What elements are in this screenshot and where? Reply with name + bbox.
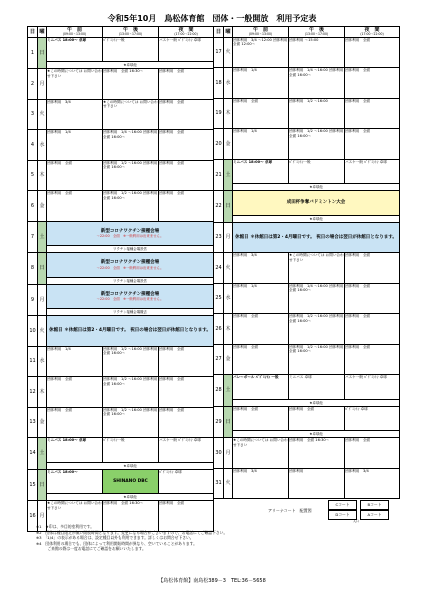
- slot-morning: 団体利用 全面: [47, 407, 103, 438]
- slot-afternoon: ﾊﾞﾄﾞﾐﾝﾄﾝ一般: [289, 159, 345, 184]
- slot-morning: 団体利用 1/4: [47, 346, 103, 377]
- weekday: 火: [224, 468, 233, 499]
- sub-room-note: ★卓球他: [47, 494, 214, 501]
- table-row: [214, 98, 400, 129]
- slot-morning: 団体利用 1/4: [233, 283, 289, 314]
- slot-evening: 団体利用 全面: [159, 346, 214, 377]
- day-number: 7: [28, 221, 38, 253]
- slot-afternoon: 団体利用 1/2 ～16:00 団体利用 全面 16:00～: [103, 407, 159, 438]
- day-number: 22: [214, 191, 224, 223]
- weekday: 金: [38, 407, 47, 438]
- table-row: [214, 375, 400, 400]
- col-afternoon: 午 後 (13:00～17:00): [103, 27, 159, 38]
- slot-evening: 団体利用 3/4: [345, 468, 400, 499]
- table-subrow: [214, 184, 400, 191]
- weekday: 木: [38, 160, 47, 191]
- table-row: [214, 191, 400, 216]
- table-subrow: [214, 399, 400, 406]
- weekday: 水: [224, 68, 233, 99]
- court-c: Cコート: [328, 500, 357, 510]
- slot-evening: 団体利用 全面: [159, 501, 214, 532]
- table-row: [28, 221, 214, 246]
- slot-evening: バスケ一般 ﾊﾞﾄﾞﾐﾝﾄﾝ 卓球: [159, 37, 214, 62]
- weekday: 日: [38, 37, 47, 69]
- day-number: 30: [214, 438, 224, 469]
- table-row: [214, 314, 400, 345]
- day-number: 29: [214, 406, 224, 438]
- slot-morning: 団体利用 全面: [233, 98, 289, 129]
- slot-morning: 団体利用 1/4: [47, 130, 103, 161]
- col-morning: 午 前 (09:00～13:00): [47, 27, 103, 38]
- slot-morning: 団体利用 全面: [233, 314, 289, 345]
- col-day: 日: [214, 27, 224, 38]
- weekday: 火: [38, 99, 47, 130]
- day-number: 16: [28, 501, 38, 532]
- weekday: 日: [38, 253, 47, 285]
- weekday: 月: [224, 438, 233, 469]
- all-day-event: 新型コロナワクチン接種会場 ～22:00 全面 ※一般利用は出来ません。: [47, 284, 214, 309]
- slot-afternoon: 団体利用 1/2 ～16:00: [289, 98, 345, 129]
- slot-morning: 団体利用 全面: [47, 191, 103, 222]
- table-row: [28, 316, 214, 347]
- weekday: 月: [224, 222, 233, 253]
- slot-morning: 団体利用 全面: [47, 377, 103, 408]
- day-number: 18: [214, 68, 224, 99]
- slot-morning: ★この時間については お問い合わせ下さい: [47, 69, 103, 100]
- col-weekday: 曜: [224, 27, 233, 38]
- col-morning: 午 前 (09:00～13:00): [233, 27, 289, 38]
- slot-evening: 団体利用 全面: [159, 377, 214, 408]
- table-row: [28, 191, 214, 222]
- table-row: [28, 438, 214, 463]
- slot-evening: ﾊﾞﾄﾞﾐﾝﾄﾝ 卓球: [345, 406, 400, 431]
- weekday: 土: [224, 375, 233, 407]
- table-row: [28, 99, 214, 130]
- day-number: 23: [214, 222, 224, 253]
- table-subrow: [214, 215, 400, 222]
- slot-afternoon: ﾊﾞﾄﾞﾐﾝﾄﾝ一般: [103, 37, 159, 62]
- weekday: 日: [224, 406, 233, 438]
- col-day: 日: [28, 27, 38, 38]
- slot-afternoon: 団体利用 1/2 ～16:00 団体利用 全面 16:00～: [289, 344, 345, 375]
- weekday: 土: [38, 221, 47, 253]
- slot-morning: 団体利用 全面: [233, 344, 289, 375]
- slot-morning: 団体利用 1/4: [233, 129, 289, 160]
- day-number: 27: [214, 344, 224, 375]
- court-a: Aコート: [360, 510, 389, 520]
- table-row: [214, 406, 400, 431]
- table-row: [214, 253, 400, 284]
- sub-room-note: ワクチン接種会場設営: [47, 277, 214, 284]
- slot-evening: 団体利用 全面: [345, 344, 400, 375]
- sub-room-note: ワクチン接種会場撤去: [47, 309, 214, 316]
- table-subrow: [28, 246, 214, 253]
- weekday: 土: [38, 438, 47, 470]
- day-number: 9: [28, 284, 38, 316]
- slot-evening: ﾊﾞﾄﾞﾐﾝﾄﾝ 卓球: [159, 469, 214, 494]
- schedule-table-right: [213, 26, 400, 499]
- day-number: 20: [214, 129, 224, 160]
- weekday: 水: [224, 283, 233, 314]
- day-number: 5: [28, 160, 38, 191]
- weekday: 水: [38, 346, 47, 377]
- table-subrow: [28, 309, 214, 316]
- day-number: 6: [28, 191, 38, 222]
- sub-room-note: ★卓球他: [47, 62, 214, 69]
- slot-morning: ★この時間については お問い合わせ下さい: [47, 501, 103, 532]
- page-title: 令和5年10月 鳥松体育館 団体・一般開放 利用予定表: [107, 14, 317, 23]
- slot-morning: ★この時間については お問い合わせ下さい: [233, 438, 289, 469]
- note-line: ※2 団体は種目限定が無い開放時間となります。変更になる場合がございますので、お電話にてご確認下さい。: [36, 529, 228, 535]
- day-number: 25: [214, 283, 224, 314]
- day-number: 26: [214, 314, 224, 345]
- weekday: 日: [38, 469, 47, 501]
- weekday: 木: [224, 314, 233, 345]
- table-row: [214, 37, 400, 68]
- slot-evening: 団体利用 全面: [345, 68, 400, 99]
- slot-morning: 団体利用 全面: [47, 160, 103, 191]
- table-row: [28, 69, 214, 100]
- slot-evening: 団体利用 全面: [345, 129, 400, 160]
- slot-evening: 団体利用 全面: [345, 37, 400, 68]
- note-line: ※1 ★印は、多目的室利用です。: [36, 524, 95, 529]
- slot-evening: 団体利用 全面: [159, 69, 214, 100]
- day-number: 31: [214, 468, 224, 499]
- court-layout: [212, 498, 402, 524]
- all-day-event: 新型コロナワクチン接種会場 ～22:00 全面 ※一般利用は出来ません。: [47, 253, 214, 278]
- day-number: 19: [214, 98, 224, 129]
- day-number: 14: [28, 438, 38, 470]
- table-subrow: [28, 462, 214, 469]
- weekday: 月: [38, 284, 47, 316]
- table-row: [214, 344, 400, 375]
- court-b: Bコート: [360, 500, 389, 510]
- slot-afternoon: 団体利用 1/2 ～16:00 団体利用 全面 16:00～: [103, 191, 159, 222]
- all-day-event: 新型コロナワクチン接種会場 ～22:00 全面 ※一般利用は出来ません。: [47, 221, 214, 246]
- slot-afternoon: 団体利用 全面 16:30～: [289, 438, 345, 469]
- slot-afternoon: 団体利用 1/2 ～16:00 団体利用 全面 16:00～: [103, 160, 159, 191]
- table-row: [28, 469, 214, 494]
- slot-afternoon: ★この時間については お問い合わせ下さい: [289, 253, 345, 284]
- day-number: 2: [28, 69, 38, 100]
- slot-morning: 団体利用 3/4: [47, 99, 103, 130]
- slot-afternoon: 団体利用 1/2 ～16:00 団体利用 全面 16:00～: [289, 314, 345, 345]
- day-number: 12: [28, 377, 38, 408]
- sub-room-note: ★卓球他: [233, 215, 400, 222]
- day-number: 21: [214, 159, 224, 191]
- slot-evening: 団体利用 全面: [345, 283, 400, 314]
- day-number: 28: [214, 375, 224, 407]
- slot-afternoon: 団体利用 1/4 ～16:00 団体利用 全面 16:00～: [103, 130, 159, 161]
- slot-evening: 団体利用 全面: [159, 160, 214, 191]
- slot-afternoon: 団体利用 1/4 ～16:00 団体利用 全面 16:00～: [289, 68, 345, 99]
- col-afternoon: 午 後 (13:00～17:00): [289, 27, 345, 38]
- table-row: [214, 68, 400, 99]
- day-number: 3: [28, 99, 38, 130]
- sub-room-note: ★卓球他: [233, 184, 400, 191]
- table-row: [28, 253, 214, 278]
- sub-room-note: ★卓球他: [233, 431, 400, 438]
- table-row: [28, 284, 214, 309]
- weekday: 金: [224, 129, 233, 160]
- slot-evening: 団体利用 全面: [345, 314, 400, 345]
- day-number: 4: [28, 130, 38, 161]
- table-row: [28, 377, 214, 408]
- court-label: アリーナコート 配置図: [268, 508, 312, 513]
- table-subrow: [28, 62, 214, 69]
- slot-evening: バスケ一般 ﾊﾞﾄﾞﾐﾝﾄﾝ 卓球: [345, 375, 400, 400]
- day-number: 24: [214, 253, 224, 284]
- weekday: 火: [38, 316, 47, 347]
- slot-afternoon: 団体利用 ～15:00: [289, 37, 345, 68]
- slot-evening: 団体利用 全面: [159, 130, 214, 161]
- slot-afternoon: 団体利用: [289, 468, 345, 499]
- weekday: 月: [38, 69, 47, 100]
- weekday: 木: [38, 377, 47, 408]
- col-weekday: 曜: [38, 27, 47, 38]
- slot-morning: 団体利用 1/4: [233, 68, 289, 99]
- weekday: 木: [224, 98, 233, 129]
- day-number: 17: [214, 37, 224, 68]
- slot-afternoon: 団体利用 全面: [289, 406, 345, 431]
- note-line: ※3 「1/4」の表示がある場合は、設定種目以外も利用できます。詳しくはお問合せ下さい。: [36, 535, 194, 540]
- table-row: [214, 283, 400, 314]
- col-evening: 夜 間 (17:00～22:00): [345, 27, 400, 38]
- day-number: 11: [28, 346, 38, 377]
- slot-afternoon: ★この時間については お問い合わせ下さい: [103, 99, 159, 130]
- weekday: 火: [224, 253, 233, 284]
- slot-morning: ミニバス 18:00～ 卓球: [47, 438, 103, 463]
- notes: [36, 524, 406, 552]
- weekday: 火: [224, 37, 233, 68]
- slot-evening: 団体利用 全面: [345, 438, 400, 469]
- table-row: [28, 130, 214, 161]
- day-number: 13: [28, 407, 38, 438]
- slot-evening: 団体利用 全面: [159, 191, 214, 222]
- day-number: 8: [28, 253, 38, 285]
- slot-evening: 団体利用 全面: [345, 98, 400, 129]
- slot-afternoon: 団体利用 1/2 ～16:00 団体利用 全面 16:00～: [289, 129, 345, 160]
- table-row: [28, 346, 214, 377]
- day-number: 15: [28, 469, 38, 501]
- day-number: 10: [28, 316, 38, 347]
- schedule-table-left: [27, 26, 214, 532]
- slot-morning: バレーボール ﾊﾞﾄﾞﾐﾝﾄﾝ 一般: [233, 375, 289, 400]
- slot-afternoon: 団体利用 1/2 ～16:00 団体利用 全面 16:00～: [103, 377, 159, 408]
- court-entrance: 入口: [353, 519, 360, 523]
- slot-afternoon: ﾊﾞﾄﾞﾐﾝﾄﾝ一般: [103, 438, 159, 463]
- sub-room-note: ★卓球他: [47, 462, 214, 469]
- weekday: 月: [38, 501, 47, 532]
- slot-evening: バスケ一般 ﾊﾞﾄﾞﾐﾝﾄﾝ 卓球: [159, 438, 214, 463]
- table-row: [214, 468, 400, 499]
- table-subrow: [214, 431, 400, 438]
- footer-address: 【鳥松体育館】南鳥松389－3 TEL:36－5658: [158, 578, 266, 584]
- table-subrow: [28, 277, 214, 284]
- weekday: 金: [224, 344, 233, 375]
- table-row: [214, 159, 400, 184]
- table-row: [28, 407, 214, 438]
- col-evening: 夜 間 (17:00～22:00): [159, 27, 214, 38]
- slot-morning: 団体利用 3/4: [233, 253, 289, 284]
- weekday: 土: [224, 159, 233, 191]
- court-d: Dコート: [328, 510, 357, 520]
- slot-afternoon: 団体利用 1/4 ～16:00 団体利用 全面 16:00～: [289, 283, 345, 314]
- weekday: 金: [38, 191, 47, 222]
- slot-afternoon: 団体利用 全面 16:30～: [103, 501, 159, 532]
- sub-room-note: ★卓球他: [233, 399, 400, 406]
- table-row: [28, 160, 214, 191]
- all-day-event: 休館日 ＊休館日は第2・4月曜日です。 祝日の場合は翌日が休館日となります。: [47, 316, 214, 347]
- slot-evening: 団体利用 全面: [159, 407, 214, 438]
- slot-morning: ミニバス 18:00～: [47, 469, 103, 494]
- sub-room-note: ワクチン接種会場設営: [47, 246, 214, 253]
- day-number: 1: [28, 37, 38, 69]
- table-subrow: [28, 494, 214, 501]
- slot-morning: 団体利用 全面: [233, 406, 289, 431]
- all-day-event: 休館日 ＊休館日は第2・4月曜日です。 祝日の場合は翌日が休館日となります。: [233, 222, 400, 253]
- slot-evening: バスケ一般 ﾊﾞﾄﾞﾐﾝﾄﾝ 卓球: [345, 159, 400, 184]
- all-day-event: 成田杯争奪バドミントン大会: [233, 191, 400, 216]
- slot-afternoon: ミニバス 卓球: [289, 375, 345, 400]
- table-row: [214, 222, 400, 253]
- table-row: [28, 37, 214, 62]
- table-row: [214, 129, 400, 160]
- slot-morning: 団体利用 3/4 ～12:00 団体利用 全面 12:00～: [233, 37, 289, 68]
- weekday: 水: [38, 130, 47, 161]
- slot-afternoon: 団体利用 全面 16:30～: [103, 69, 159, 100]
- note-line: ※4 団体利用の場合でも、団体によって利用開始時間が異なり、空いていることがあります。: [36, 540, 197, 546]
- slot-morning: ミニバス 18:00～ 卓球: [233, 159, 289, 184]
- weekday: 日: [224, 191, 233, 223]
- table-row: [214, 438, 400, 469]
- note-line: ご来館の際は一度お電話にてご確認をお願いいたします。: [36, 546, 146, 551]
- slot-evening: 団体利用 全面: [159, 99, 214, 130]
- slot-evening: 団体利用 全面: [345, 253, 400, 284]
- slot-afternoon: 団体利用 1/2 ～16:00 団体利用 全面 16:00～: [103, 346, 159, 377]
- slot-afternoon: SHINANO DBC: [103, 469, 159, 494]
- slot-morning: ミニバス 18:00～ 卓球: [47, 37, 103, 62]
- slot-morning: 団体利用 3/4: [233, 468, 289, 499]
